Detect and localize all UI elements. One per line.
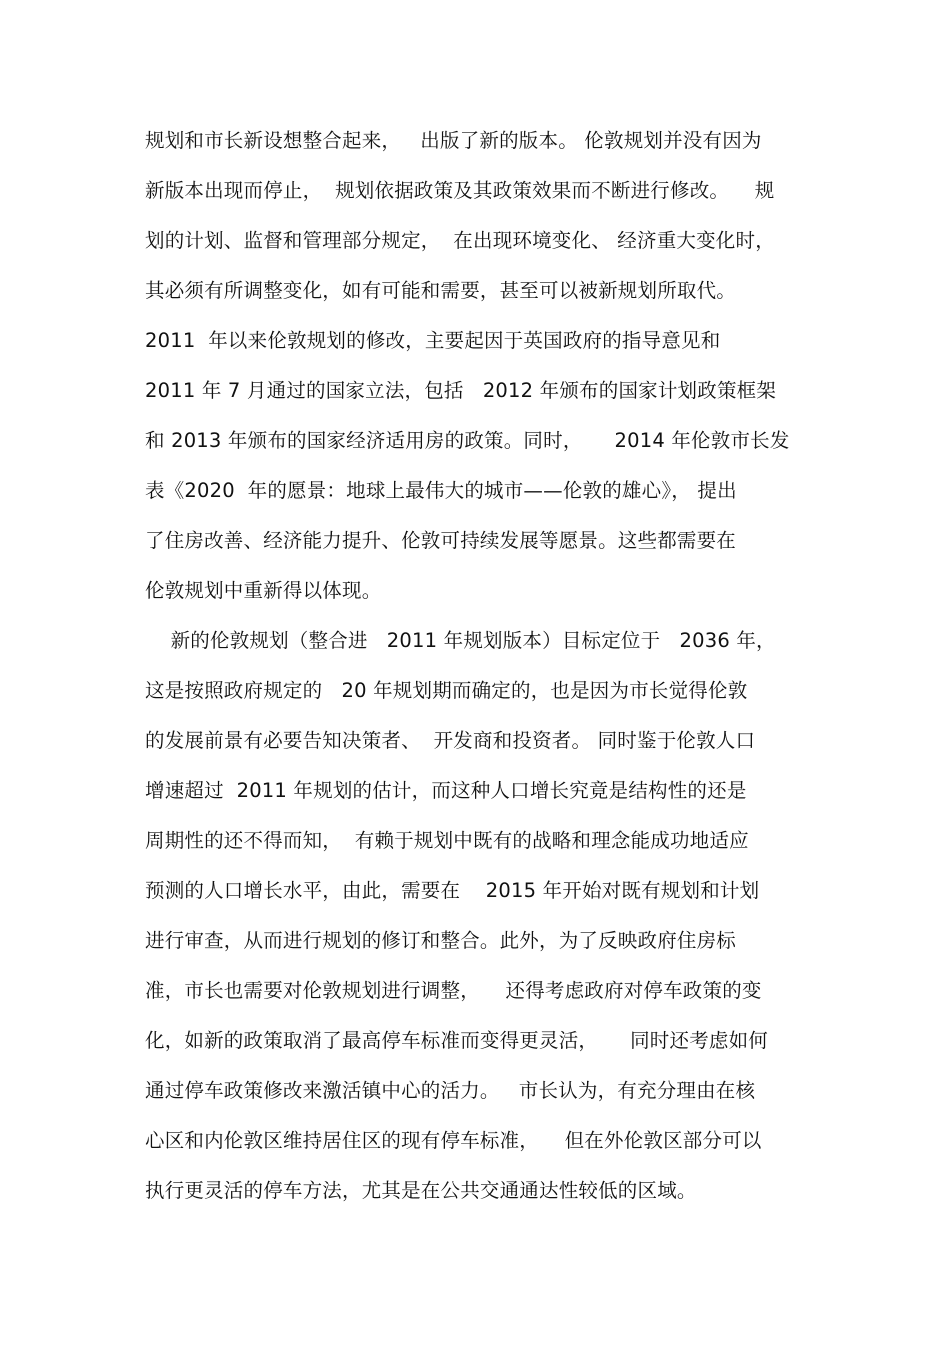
text-line: 预测的人口增长水平，由此，需要在 2015 年开始对既有规划和计划 [145,879,760,902]
text-line: 和 2013 年颁布的国家经济适用房的政策。同时， 2014 年伦敦市长发 [145,429,790,452]
text-line: 的发展前景有必要告知决策者、 开发商和投资者。 同时鉴于伦敦人口 [145,729,756,752]
text-line: 心区和内伦敦区维持居住区的现有停车标准， 但在外伦敦区部分可以 [145,1129,762,1152]
text-line: 增速超过 2011 年规划的估计，而这种人口增长究竟是结构性的还是 [145,779,747,802]
text-line: 2011 年以来伦敦规划的修改，主要起因于英国政府的指导意见和 [145,329,721,352]
text-line: 这是按照政府规定的 20 年规划期而确定的，也是因为市长觉得伦敦 [145,679,748,702]
text-line: 周期性的还不得而知， 有赖于规划中既有的战略和理念能成功地适应 [145,829,749,852]
text-line: 2011 年 7 月通过的国家立法，包括 2012 年颁布的国家计划政策框架 [145,379,777,402]
text-line: 进行审查，从而进行规划的修订和整合。此外，为了反映政府住房标 [145,929,737,952]
text-line: 表《2020 年的愿景：地球上最伟大的城市——伦敦的雄心》， 提出 [145,479,737,502]
text-line: 新的伦敦规划（整合进 2011 年规划版本）目标定位于 2036 年， [145,629,776,652]
text-line: 伦敦规划中重新得以体现。 [145,579,382,602]
text-line: 化，如新的政策取消了最高停车标准而变得更灵活， 同时还考虑如何 [145,1029,768,1052]
text-line: 执行更灵活的停车方法，尤其是在公共交通通达性较低的区域。 [145,1179,697,1202]
text-line: 新版本出现而停止， 规划依据政策及其政策效果而不断进行修改。 规 [145,179,775,202]
text-line: 划的计划、监督和管理部分规定， 在出现环境变化、 经济重大变化时， [145,229,775,252]
text-line: 了住房改善、经济能力提升、伦敦可持续发展等愿景。这些都需要在 [145,529,737,552]
text-line: 通过停车政策修改来激活镇中心的活力。 市长认为，有充分理由在核 [145,1079,756,1102]
text-line: 其必须有所调整变化，如有可能和需要，甚至可以被新规划所取代。 [145,279,737,302]
text-line: 规划和市长新设想整合起来， 出版了新的版本。 伦敦规划并没有因为 [145,129,762,152]
text-line: 准，市长也需要对伦敦规划进行调整， 还得考虑政府对停车政策的变 [145,979,762,1002]
